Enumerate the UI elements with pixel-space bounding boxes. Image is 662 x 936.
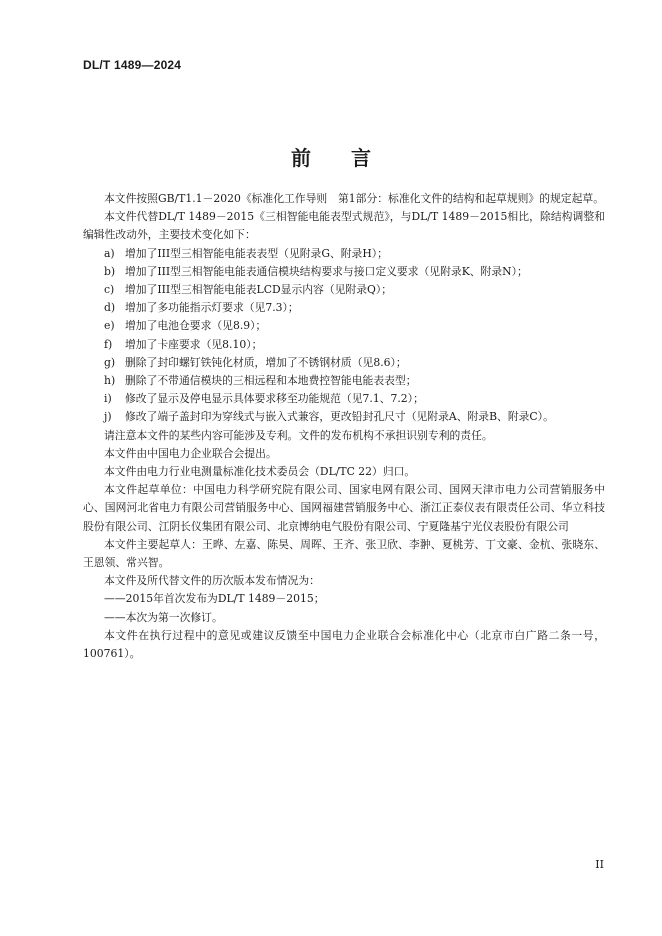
list-item-label: d) <box>104 301 116 315</box>
page-number: II <box>595 858 604 871</box>
list-item-label: b) <box>104 264 116 278</box>
paragraph: 本文件按照GB/T1.1－2020《标准化工作导则 第1部分：标准化文件的结构和起草规则》的规定起草。 <box>104 192 604 205</box>
list-item-label: a) <box>104 246 115 260</box>
list-item-label: i) <box>104 392 112 406</box>
list-item-text: 增加了III型三相智能电能表通信模块结构要求与接口定义要求（见附录K、附录N）； <box>125 264 528 278</box>
feedback-statement: 本文件在执行过程中的意见或建议反馈至中国电力企业联合会标准化中心（北京市白广路二条一号，100761）。 <box>83 628 605 661</box>
version-history-item: ——本次为第一次修订。 <box>104 610 223 624</box>
foreword-body <box>83 190 605 663</box>
patent-notice: 请注意本文件的某些内容可能涉及专利。文件的发布机构不承担识别专利的责任。 <box>104 428 493 442</box>
list-item <box>83 263 605 281</box>
list-item-text: 增加了卡座要求（见8.10）； <box>125 337 263 351</box>
paragraph: 本文件代替DL/T 1489－2015《三相智能电能表型式规范》，与DL/T 1489－2015相比，除结构调整和编辑性改动外，主要技术变化如下： <box>83 210 605 242</box>
list-item-text: 增加了电池仓要求（见8.9）； <box>125 319 267 333</box>
list-item <box>83 245 605 263</box>
drafting-organizations: 本文件起草单位：中国电力科学研究院有限公司、国家电网有限公司、国网天津市电力公司营销服务中心、国网河北省电力有限公司营销服务中心、国网福建营销服务中心、浙江正泰仪表有限责任公司、华立科技股份有限公司、江阴长仪集团有限公司、北京博纳电气股份有限公司、宁夏隆基宁光仪表股份有限公司 <box>83 483 605 533</box>
list-item <box>83 317 605 335</box>
list-item-text: 删除了封印螺钉铁钝化材质，增加了不锈钢材质（见8.6）； <box>125 355 407 369</box>
list-item <box>83 354 605 372</box>
list-item-text: 修改了端子盖封印为穿线式与嵌入式兼容，更改铅封孔尺寸（见附录A、附录B、附录C）。 <box>125 410 554 424</box>
list-item-label: g) <box>104 355 116 369</box>
list-item-text: 增加了III型三相智能电能表表型（见附录G、附录H）； <box>125 246 388 260</box>
list-item-label: f) <box>104 337 113 351</box>
main-drafters: 本文件主要起草人：王晔、左嘉、陈昊、周晖、王齐、张卫欣、李翀、夏桃芳、丁文豪、金杭、张晓东、王恩领、常兴智。 <box>83 537 605 570</box>
list-item <box>83 390 605 408</box>
page-title: 前言 <box>291 146 411 170</box>
version-history-intro: 本文件及所代替文件的历次版本发布情况为： <box>104 574 320 588</box>
list-item-text: 增加了III型三相智能电能表LCD显示内容（见附录Q）； <box>125 283 393 297</box>
list-item <box>83 281 605 299</box>
list-item-text: 增加了多功能指示灯要求（见7.3）； <box>125 301 299 315</box>
proposer-statement: 本文件由中国电力企业联合会提出。 <box>104 446 277 460</box>
list-item-text: 删除了不带通信模块的三相远程和本地费控智能电能表表型； <box>125 374 417 388</box>
list-item-label: h) <box>104 374 116 388</box>
list-item <box>83 372 605 390</box>
list-item-label: j) <box>104 410 112 424</box>
list-item <box>83 336 605 354</box>
technical-changes-list <box>83 245 605 427</box>
list-item-label: c) <box>104 283 115 297</box>
list-item <box>83 299 605 317</box>
committee-statement: 本文件由电力行业电测量标准化技术委员会（DL/TC 22）归口。 <box>104 465 416 479</box>
list-item-text: 修改了显示及停电显示具体要求移至功能规范（见7.1、7.2）； <box>125 392 424 406</box>
version-history-item: ——2015年首次发布为DL/T 1489－2015； <box>104 592 325 606</box>
list-item-label: e) <box>104 319 115 333</box>
standard-code-header: DL/T 1489—2024 <box>83 58 182 72</box>
list-item <box>83 408 605 426</box>
